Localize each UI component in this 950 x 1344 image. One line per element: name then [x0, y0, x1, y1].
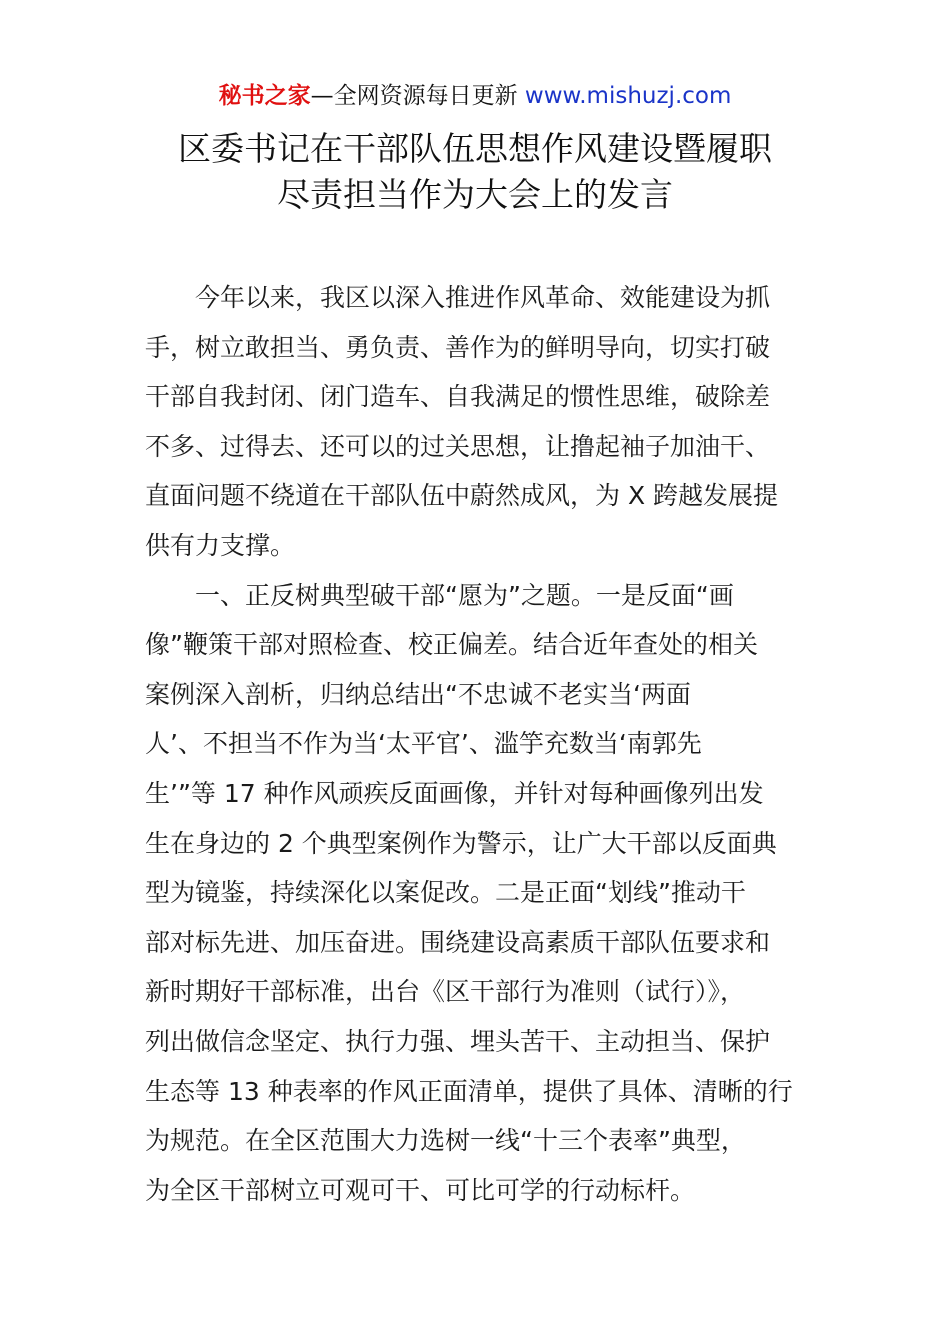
- text-line: 供有力支撑。: [145, 530, 296, 560]
- title-line-1: 区委书记在干部队伍思想作风建设暨履职: [178, 129, 772, 168]
- text-line: 生’”等 17 种作风顽疾反面画像，并针对每种画像列出发: [145, 778, 764, 808]
- text-line: 案例深入剖析，归纳总结出“不忠诚不老实当‘两面: [145, 679, 691, 709]
- site-brand: 秘书之家: [218, 83, 311, 109]
- text-line: 像”鞭策干部对照检查、校正偏差。结合近年查处的相关: [145, 630, 758, 660]
- text-line: 为规范。在全区范围大力选树一线“十三个表率”典型，: [145, 1126, 746, 1156]
- title-line-2: 尽责担当作为大会上的发言: [277, 175, 673, 214]
- text-line: 今年以来，我区以深入推进作风革命、效能建设为抓: [195, 283, 771, 312]
- text-line: 列出做信念坚定、执行力强、埋头苦干、主动担当、保护: [145, 1026, 771, 1056]
- text-line: 不多、过得去、还可以的过关思想，让撸起袖子加油干、: [145, 431, 771, 461]
- site-tagline: —全网资源每日更新: [310, 83, 525, 109]
- paragraph-2: [145, 571, 809, 1216]
- document-title: [60, 126, 890, 218]
- text-line: 新时期好干部标准，出台《区干部行为准则（试行）》，: [145, 977, 746, 1007]
- paragraph-1: [145, 273, 809, 571]
- text-line: 型为镜鉴，持续深化以案促改。二是正面“划线”推动干: [145, 878, 746, 908]
- text-line: 生在身边的 2 个典型案例作为警示，让广大干部以反面典: [145, 828, 777, 858]
- text-line: 人’、不担当不作为当‘太平官’、滥竽充数当‘南郭先: [145, 729, 702, 759]
- text-line: 手，树立敢担当、勇负责、善作为的鲜明导向，切实打破: [145, 332, 771, 362]
- document-body: [145, 273, 809, 1215]
- site-header: [0, 80, 950, 112]
- text-line: 部对标先进、加压奋进。围绕建设高素质干部队伍要求和: [145, 927, 771, 957]
- text-line: 直面问题不绕道在干部队伍中蔚然成风，为 X 跨越发展提: [145, 481, 779, 511]
- text-line: 干部自我封闭、闭门造车、自我满足的惯性思维，破除差: [145, 382, 771, 412]
- text-line: 一、正反树典型破干部“愿为”之题。一是反面“画: [195, 580, 734, 610]
- site-url-link[interactable]: www.mishuzj.com: [524, 83, 732, 109]
- text-line: 生态等 13 种表率的作风正面清单，提供了具体、清晰的行: [145, 1076, 793, 1106]
- text-line: 为全区干部树立可观可干、可比可学的行动标杆。: [145, 1175, 696, 1205]
